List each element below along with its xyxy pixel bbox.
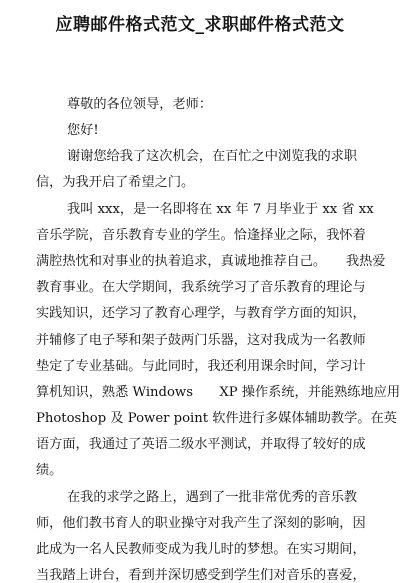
paragraph-line: 音乐学院，音乐教育专业的学生。恰逢择业之际，我怀着: [36, 228, 366, 243]
paragraph-line: 当我踏上讲台，看到并深切感受到学生们对音乐的喜爱，: [36, 568, 366, 583]
paragraph-line: 满腔热忱和对事业的执着追求，真诚地推荐自己。 我热爱: [36, 254, 386, 269]
paragraph-line: 并辅修了电子琴和架子鼓两门乐器，这对我成为一名教师: [36, 333, 366, 348]
paragraph-line: 我叫 xxx，是一名即将在 xx 年 7 月毕业于 xx 省 xx: [67, 202, 374, 217]
paragraph-line: 信，为我开启了希望之门。: [36, 175, 195, 190]
greeting-line: 您好!: [67, 123, 99, 138]
document-title: 应聘邮件格式范文_求职邮件格式范文: [55, 15, 345, 35]
paragraph-line: 谢谢您给我了这次机会，在百忙之中浏览我的求职: [67, 149, 358, 164]
paragraph-line: 垫定了专业基础。与此同时，我还利用课余时间，学习计: [36, 359, 366, 374]
paragraph-line: 此成为一名人民教师变成为我儿时的梦想。在实习期间，: [36, 542, 366, 557]
paragraph-line: 教育事业。在大学期间，我系统学习了音乐教育的理论与: [36, 280, 366, 295]
paragraph-line: 在我的求学之路上，遇到了一批非常优秀的音乐教: [67, 490, 358, 505]
salutation-line: 尊敬的各位领导，老师：: [67, 97, 213, 112]
paragraph-line: 算机知识，熟悉 Windows XP 操作系统，并能熟练地应用: [36, 385, 400, 400]
paragraph-line: 绩。: [36, 463, 63, 478]
paragraph-line: 实践知识，还学习了教育心理学，与教育学方面的知识，: [36, 306, 366, 321]
paragraph-line: 师，他们教书育人的职业操守对我产生了深刻的影响，因: [36, 516, 366, 531]
paragraph-line: Photoshop 及 Power point 软件进行多媒体辅助教学。在英: [36, 411, 397, 426]
paragraph-line: 语方面，我通过了英语二级水平测试，并取得了较好的成: [36, 437, 366, 452]
